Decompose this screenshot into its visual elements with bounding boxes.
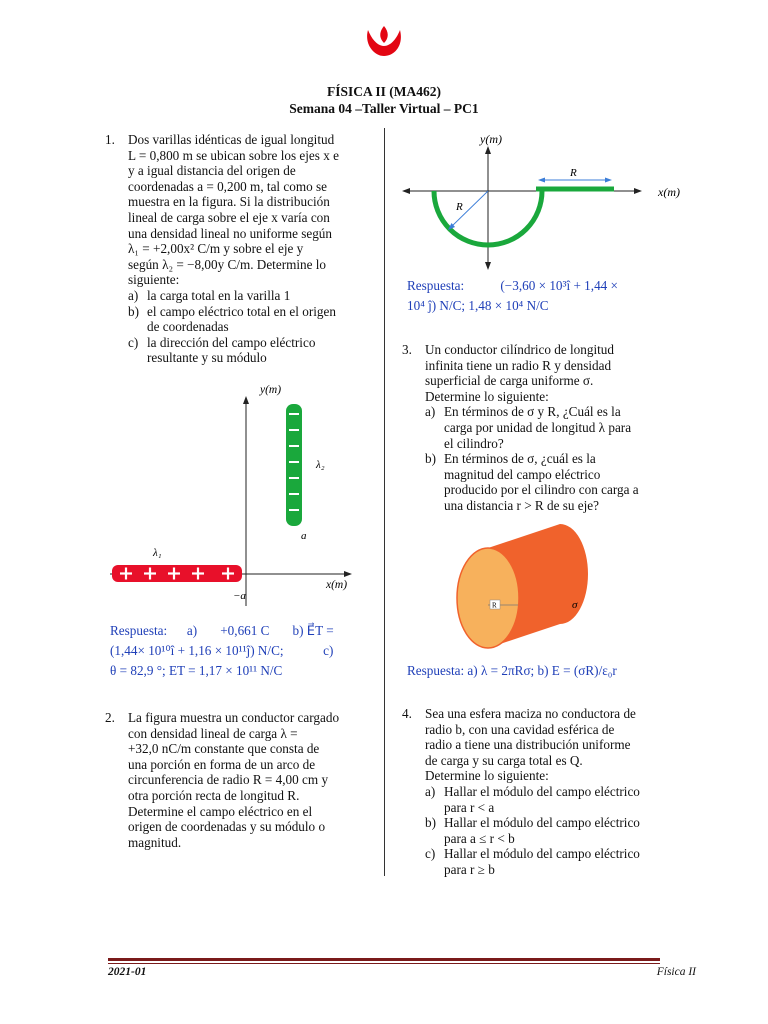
- green-rod: [286, 404, 302, 526]
- r-label-top: R: [570, 167, 577, 179]
- problem-4-statement: [425, 706, 658, 878]
- list-item: [425, 404, 658, 451]
- university-logo-icon: [362, 24, 406, 60]
- text-line: infinita tiene un radio R y densidad: [425, 357, 612, 373]
- item-letter: b): [425, 451, 436, 467]
- text-line: Sea una esfera maciza no conductora de: [425, 706, 636, 721]
- text-line: una porción en forma de un arco de: [128, 756, 316, 772]
- text-line: producido por el cilindro con carga a: [444, 482, 639, 498]
- problem-1: [105, 132, 361, 366]
- item-letter: a): [425, 783, 436, 799]
- text-line: muestra en la figura. Si la distribución: [128, 194, 330, 210]
- list-item: [425, 815, 658, 846]
- answer-line: Respuesta: (−3,60 × 10³î + 1,44 ×: [407, 278, 618, 293]
- text-line: el cilindro?: [444, 435, 504, 451]
- text-line: de carga y su carga total es Q.: [425, 752, 583, 768]
- text-line: carga por unidad de longitud λ para: [444, 419, 632, 435]
- text-line: λ₁ = +2,00x² C/m y sobre el eje y: [128, 241, 304, 257]
- item-letter: a): [425, 404, 436, 420]
- item-letter: b): [128, 303, 139, 319]
- text-line: Hallar el módulo del campo eléctrico: [444, 846, 640, 862]
- problem-number: 4.: [402, 706, 412, 721]
- problem-3: [402, 342, 658, 514]
- footer-term: 2021-01: [108, 966, 147, 978]
- text-line: radio b, con una cavidad esférica de: [425, 721, 615, 737]
- text-line: superficial de carga uniforme σ.: [425, 373, 594, 389]
- y-axis-label: y(m): [480, 132, 502, 146]
- text-line: la carga total en la varilla 1: [147, 287, 291, 303]
- figure-1-rods: [100, 378, 370, 608]
- text-line: con densidad lineal de carga λ =: [128, 725, 298, 741]
- a-label: a: [301, 530, 307, 542]
- lambda1-label: λ₁: [153, 547, 162, 559]
- text-line: circunferencia de radio R = 4,00 cm y: [128, 772, 329, 788]
- text-line: radio a tiene una distribución uniforme: [425, 737, 631, 753]
- sigma-label: σ: [572, 599, 578, 611]
- problem-number: 2.: [105, 710, 115, 725]
- text-line: para a ≤ r < b: [444, 830, 515, 846]
- figure-3-cylinder: [448, 520, 618, 650]
- problem-number: 1.: [105, 132, 115, 147]
- column-divider: [384, 128, 385, 876]
- answer-1: [110, 621, 362, 681]
- list-item: [425, 451, 658, 513]
- list-item: [128, 304, 361, 335]
- text-line: Dos varillas idénticas de igual longitud: [128, 132, 335, 147]
- problem-1-statement: [128, 132, 361, 366]
- text-line: En términos de σ y R, ¿Cuál es la: [444, 404, 621, 420]
- answer-line: 10⁴ ĵ) N/C; 1,48 × 10⁴ N/C: [407, 298, 549, 313]
- x-axis-label: x(m): [326, 579, 348, 591]
- footer-rule-thin: [108, 963, 660, 964]
- text-line: Determine lo siguiente:: [425, 768, 549, 784]
- page-title: FÍSICA II (MA462): [326, 84, 441, 99]
- cylinder-cap: [457, 548, 519, 648]
- item-letter: c): [128, 334, 139, 350]
- text-line: En términos de σ, ¿cuál es la: [444, 451, 596, 467]
- text-line: coordenadas a = 0,200 m, tal como se: [128, 178, 327, 194]
- text-line: según λ₂ = −8,00y C/m. Determine lo: [128, 256, 327, 272]
- text-line: para r ≥ b: [444, 861, 495, 877]
- neg-a-label: −a: [233, 590, 246, 602]
- text-line: origen de coordenadas y su módulo o: [128, 819, 326, 835]
- text-line: resultante y su módulo: [147, 350, 267, 366]
- list-item: [425, 784, 658, 815]
- text-line: La figura muestra un conductor cargado: [128, 710, 340, 725]
- answer-2: [407, 276, 662, 316]
- text-line: la dirección del campo eléctrico: [147, 334, 316, 350]
- problem-4: [402, 706, 658, 878]
- r-label-arc: R: [456, 201, 463, 213]
- answer-line: Respuesta: a) +0,661 C b) E⃗T =: [110, 623, 334, 638]
- lambda2-label: λ₂: [316, 459, 325, 471]
- text-line: para r < a: [444, 799, 495, 815]
- answer-line: (1,44× 10¹⁰î + 1,16 × 10¹¹ĵ) N/C; c): [110, 643, 334, 658]
- footer-course: Física II: [656, 966, 696, 978]
- problem-2-statement: [128, 710, 361, 850]
- text-line: y a igual distancia del origen de: [128, 163, 296, 179]
- text-line: de coordenadas: [147, 319, 229, 335]
- problem-number: 3.: [402, 342, 412, 357]
- problem-2: [105, 710, 361, 850]
- text-line: Hallar el módulo del campo eléctrico: [444, 815, 640, 831]
- text-line: lineal de carga sobre el eje x varía con: [128, 209, 330, 225]
- text-line: magnitud.: [128, 834, 182, 850]
- radius-label: R: [492, 601, 497, 610]
- text-line: magnitud del campo eléctrico: [444, 466, 601, 482]
- problem-3-statement: [425, 342, 658, 514]
- page-subtitle: Semana 04 –Taller Virtual – PC1: [289, 101, 479, 116]
- text-line: Un conductor cilíndrico de longitud: [425, 342, 614, 357]
- item-letter: a): [128, 287, 139, 303]
- answer-3: Respuesta: a) λ = 2πRσ; b) E = (σR)/ε₀r: [407, 663, 617, 678]
- footer-rule-thick: [108, 958, 660, 961]
- list-item: [128, 288, 361, 304]
- text-line: Determine el campo eléctrico en el: [128, 803, 313, 819]
- item-letter: c): [425, 846, 436, 862]
- y-axis-label: y(m): [260, 384, 282, 396]
- list-item: [128, 335, 361, 366]
- text-line: otra porción recta de longitud R.: [128, 787, 300, 803]
- item-letter: b): [425, 815, 436, 831]
- figure-2-arc-conductor: [398, 130, 718, 272]
- x-axis-label: x(m): [658, 185, 680, 199]
- text-line: L = 0,800 m se ubican sobre los ejes x e: [128, 147, 339, 163]
- text-line: Determine lo siguiente:: [425, 388, 549, 404]
- text-line: una distancia r > R de su eje?: [444, 497, 600, 513]
- text-line: una densidad lineal no uniforme según: [128, 225, 332, 241]
- text-line: siguiente:: [128, 272, 180, 288]
- list-item: [425, 846, 658, 877]
- text-line: el campo eléctrico total en el origen: [147, 303, 336, 319]
- text-line: +32,0 nC/m constante que consta de: [128, 741, 320, 757]
- text-line: Hallar el módulo del campo eléctrico: [444, 783, 640, 799]
- answer-line: θ = 82,9 °; ET = 1,17 × 10¹¹ N/C: [110, 663, 283, 678]
